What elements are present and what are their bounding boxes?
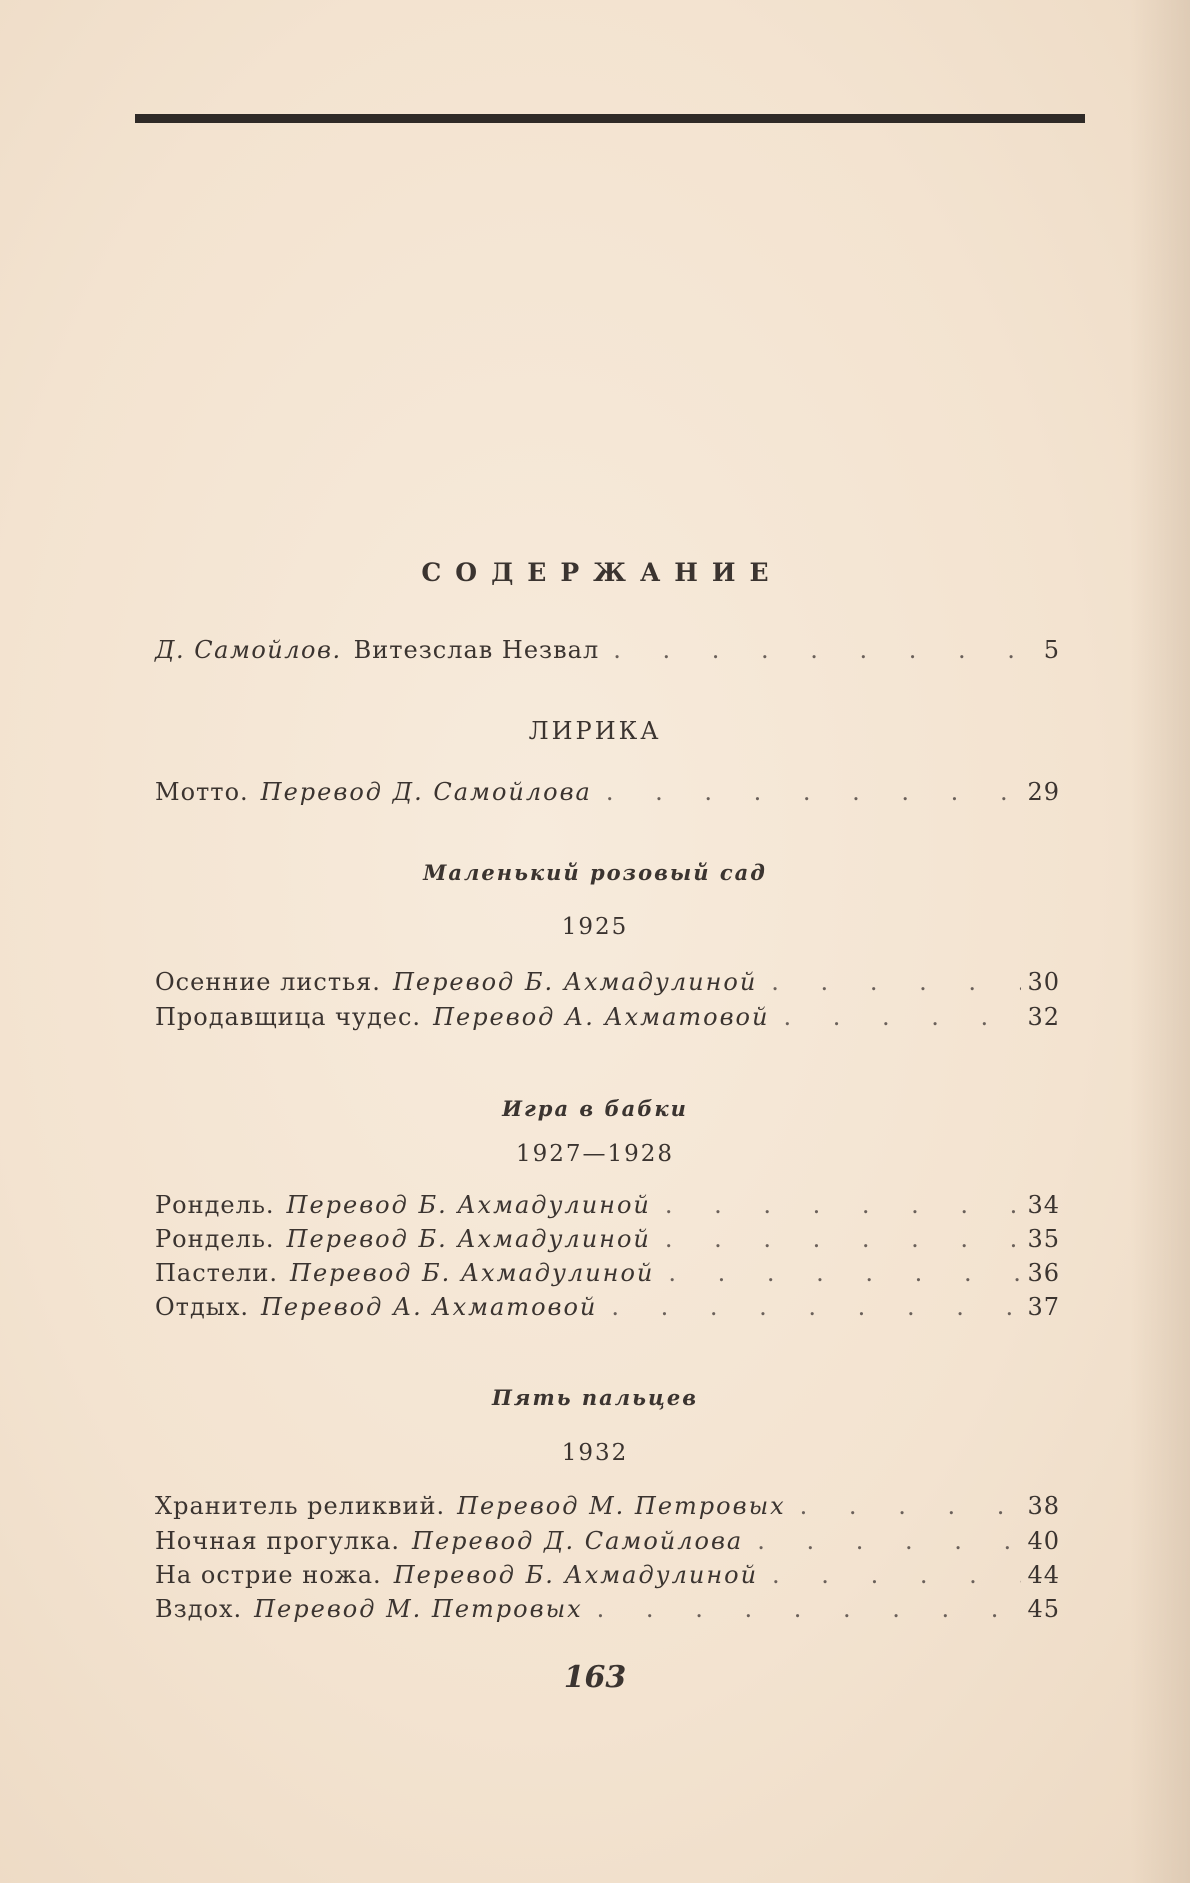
leader-dots (665, 1225, 1022, 1253)
cycle-heading: Маленький розовый сад (423, 860, 767, 885)
entry-title: Хранитель реликвий. (155, 1492, 446, 1520)
page-edge-shadow (1130, 0, 1190, 1883)
entry-translator: Перевод А. Ахматовой (433, 1003, 770, 1031)
cycle-heading: Пять пальцев (491, 1385, 699, 1410)
toc-entry[interactable] (155, 1492, 1060, 1526)
entry-page-number: 40 (1027, 1527, 1060, 1555)
entry-author: Д. Самойлов. (155, 636, 342, 664)
leader-dots (613, 636, 1022, 664)
entry-page-number: 45 (1027, 1595, 1060, 1623)
entry-translator: Перевод Д. Самойлова (412, 1527, 744, 1555)
entry-translator: Перевод А. Ахматовой (261, 1293, 598, 1321)
cycle-heading: Игра в бабки (502, 1096, 688, 1121)
page-number: 163 (563, 1660, 627, 1695)
entry-page-number: 5 (1043, 636, 1060, 664)
entry-title: Ночная прогулка. (155, 1527, 401, 1555)
toc-entry-intro[interactable] (155, 636, 1060, 670)
entry-translator: Перевод Б. Ахмадулиной (286, 1191, 651, 1219)
cycle-years: 1927—1928 (515, 1141, 675, 1167)
toc-entry[interactable] (155, 1561, 1060, 1595)
entry-page-number: 30 (1027, 968, 1060, 996)
entry-page-number: 37 (1027, 1293, 1060, 1321)
toc-entry[interactable] (155, 1595, 1060, 1629)
entry-translator: Перевод Д. Самойлова (260, 778, 592, 806)
cycle-years: 1925 (561, 914, 629, 940)
entry-title: Продавщица чудес. (155, 1003, 422, 1031)
leader-dots (772, 1561, 1021, 1589)
entry-translator: Перевод Б. Ахмадулиной (393, 1561, 759, 1589)
entry-translator: Перевод М. Петровых (254, 1595, 583, 1623)
leader-dots (597, 1595, 1022, 1623)
entry-translator: Перевод М. Петровых (457, 1492, 786, 1520)
cycle-years: 1932 (561, 1440, 629, 1466)
toc-entry[interactable] (155, 968, 1060, 1002)
toc-entry[interactable] (155, 1003, 1060, 1037)
entry-page-number: 44 (1027, 1561, 1060, 1589)
leader-dots (606, 778, 1022, 806)
leader-dots (668, 1259, 1021, 1287)
toc-entry[interactable] (155, 1259, 1060, 1293)
entry-title: Рондель. (155, 1191, 275, 1219)
entry-page-number: 34 (1027, 1191, 1060, 1219)
leader-dots (800, 1492, 1022, 1520)
entry-title: Пастели. (155, 1259, 279, 1287)
section-heading-lyrics: ЛИРИКА (528, 717, 662, 745)
leader-dots (757, 1527, 1021, 1555)
entry-title: Вздох. (155, 1595, 243, 1623)
entry-page-number: 38 (1027, 1492, 1060, 1520)
toc-entry-motto[interactable] (155, 778, 1060, 812)
leader-dots (783, 1003, 1021, 1031)
entry-title: Отдых. (155, 1293, 249, 1321)
entry-page-number: 36 (1027, 1259, 1060, 1287)
top-rule (135, 114, 1085, 123)
entry-page-number: 29 (1027, 778, 1060, 806)
entry-page-number: 35 (1027, 1225, 1060, 1253)
contents-heading: СОДЕРЖАНИЕ (421, 558, 783, 587)
entry-page-number: 32 (1027, 1003, 1060, 1031)
entry-title: Витезслав Незвал (353, 636, 600, 664)
entry-translator: Перевод Б. Ахмадулиной (290, 1259, 655, 1287)
toc-entry[interactable] (155, 1225, 1060, 1259)
entry-title: Осенние листья. (155, 968, 381, 996)
entry-translator: Перевод Б. Ахмадулиной (286, 1225, 651, 1253)
entry-title: Рондель. (155, 1225, 275, 1253)
entry-title: На острие ножа. (155, 1561, 382, 1589)
entry-translator: Перевод Б. Ахмадулиной (392, 968, 758, 996)
toc-entry[interactable] (155, 1293, 1060, 1327)
leader-dots (771, 968, 1021, 996)
toc-entry[interactable] (155, 1527, 1060, 1561)
toc-entry[interactable] (155, 1191, 1060, 1225)
leader-dots (665, 1191, 1022, 1219)
leader-dots (611, 1293, 1021, 1321)
entry-title: Мотто. (155, 778, 249, 806)
